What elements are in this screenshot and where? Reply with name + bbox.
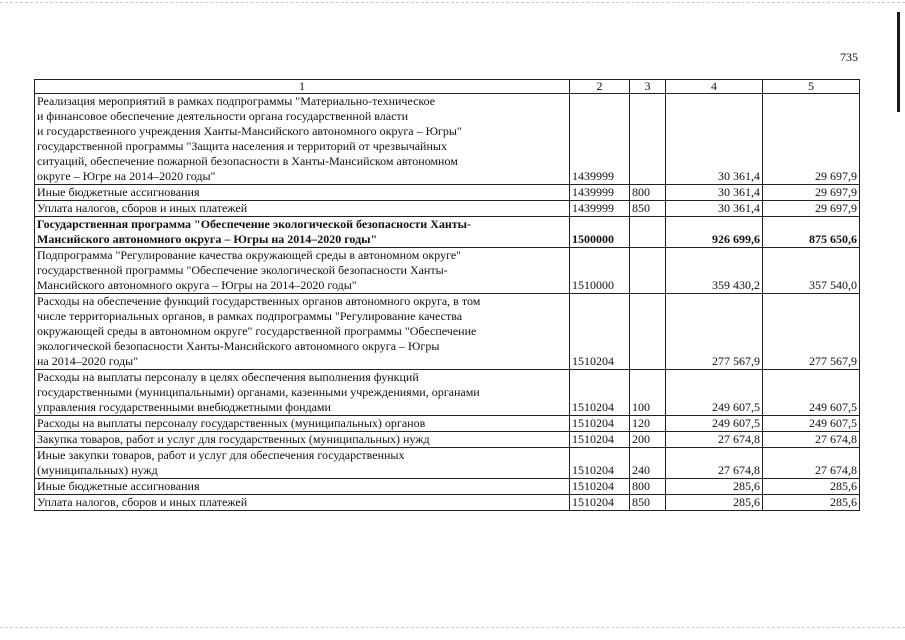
cell-name: Иные бюджетные ассигнования: [35, 479, 570, 495]
cell-sum-2: 29 697,9: [763, 94, 860, 185]
cell-code: 1510204: [570, 294, 630, 370]
cell-expense-type: 100: [630, 370, 666, 416]
table-row: [35, 217, 860, 248]
cell-expense-type: [630, 94, 666, 185]
table-row: [35, 370, 860, 416]
cell-sum-1: 30 361,4: [666, 94, 763, 185]
cell-sum-2: 285,6: [763, 495, 860, 511]
table-row: [35, 416, 860, 432]
table-header: [35, 80, 860, 94]
cell-expense-type: [630, 217, 666, 248]
cell-code: 1510204: [570, 416, 630, 432]
cell-expense-type: 200: [630, 432, 666, 448]
cell-name: Расходы на обеспечение функций государственных органов автономного округа, в том числе территориальных органов, в рамках подпрограммы "Регулирование качества окружающей среды в автономном округе" государственной программы "Обеспечение экологической безопасности Ханты-Мансийского автономного округа – Югры на 2014–2020 годы": [35, 294, 570, 370]
cell-code: 1510204: [570, 479, 630, 495]
budget-table: [34, 79, 860, 511]
cell-sum-2: 875 650,6: [763, 217, 860, 248]
cell-code: 1439999: [570, 185, 630, 201]
cell-sum-2: 29 697,9: [763, 201, 860, 217]
header-col-code: 2: [570, 80, 630, 94]
cell-sum-1: 30 361,4: [666, 201, 763, 217]
table-body: [35, 94, 860, 511]
cell-code: 1510204: [570, 432, 630, 448]
cell-name: Реализация мероприятий в рамках подпрограммы "Материально-техническое и финансовое обеспечение деятельности органа государственной власти и государственного учреждения Ханты-Мансийского автономного округа – Югры" государственной программы "Защита населения и территорий от чрезвычайных ситуаций, обеспечение пожарной безопасности в Ханты-Мансийском автономном округе – Югре на 2014–2020 годы": [35, 94, 570, 185]
cell-sum-1: 27 674,8: [666, 448, 763, 479]
cell-code: 1510204: [570, 495, 630, 511]
cell-sum-1: 277 567,9: [666, 294, 763, 370]
header-col-sum-1: 4: [666, 80, 763, 94]
scan-border-top: [0, 2, 905, 3]
cell-expense-type: [630, 294, 666, 370]
cell-expense-type: 800: [630, 479, 666, 495]
cell-expense-type: 240: [630, 448, 666, 479]
cell-sum-2: 249 607,5: [763, 370, 860, 416]
header-col-expense-type: 3: [630, 80, 666, 94]
table-row: [35, 448, 860, 479]
page-number: 735: [840, 50, 858, 64]
cell-sum-1: 249 607,5: [666, 416, 763, 432]
cell-name: Иные бюджетные ассигнования: [35, 185, 570, 201]
cell-expense-type: 850: [630, 201, 666, 217]
cell-name: Подпрограмма "Регулирование качества окружающей среды в автономном округе" государственной программы "Обеспечение экологической безопасности Ханты- Мансийского автономного округа – Югры на 2014–2020 годы": [35, 248, 570, 294]
cell-name: Расходы на выплаты персоналу в целях обеспечения выполнения функций государственными (муниципальными) органами, казенными учреждениями, органами управления государственными внебюджетными фондами: [35, 370, 570, 416]
cell-sum-1: 249 607,5: [666, 370, 763, 416]
cell-name: Уплата налогов, сборов и иных платежей: [35, 201, 570, 217]
cell-code: 1500000: [570, 217, 630, 248]
cell-code: 1510204: [570, 448, 630, 479]
cell-name: Иные закупки товаров, работ и услуг для обеспечения государственных (муниципальных) нужд: [35, 448, 570, 479]
cell-sum-2: 27 674,8: [763, 448, 860, 479]
cell-expense-type: 120: [630, 416, 666, 432]
header-col-sum-2: 5: [763, 80, 860, 94]
cell-sum-2: 249 607,5: [763, 416, 860, 432]
cell-name: Уплата налогов, сборов и иных платежей: [35, 495, 570, 511]
table-row: [35, 201, 860, 217]
table-row: [35, 94, 860, 185]
cell-sum-2: 277 567,9: [763, 294, 860, 370]
cell-code: 1439999: [570, 94, 630, 185]
cell-name: Расходы на выплаты персоналу государственных (муниципальных) органов: [35, 416, 570, 432]
cell-code: 1439999: [570, 201, 630, 217]
cell-expense-type: [630, 248, 666, 294]
table-row: [35, 432, 860, 448]
cell-sum-2: 357 540,0: [763, 248, 860, 294]
cell-expense-type: 850: [630, 495, 666, 511]
header-col-name: 1: [35, 80, 570, 94]
cell-expense-type: 800: [630, 185, 666, 201]
cell-sum-2: 285,6: [763, 479, 860, 495]
table-row: [35, 495, 860, 511]
cell-sum-1: 285,6: [666, 479, 763, 495]
cell-sum-1: 30 361,4: [666, 185, 763, 201]
scan-border-bottom: [0, 627, 905, 628]
cell-code: 1510204: [570, 370, 630, 416]
table-row: [35, 294, 860, 370]
cell-sum-1: 27 674,8: [666, 432, 763, 448]
header-row: [35, 80, 860, 94]
cell-name: Закупка товаров, работ и услуг для государственных (муниципальных) нужд: [35, 432, 570, 448]
cell-sum-1: 359 430,2: [666, 248, 763, 294]
table-row: [35, 185, 860, 201]
cell-sum-2: 29 697,9: [763, 185, 860, 201]
cell-name: Государственная программа "Обеспечение экологической безопасности Ханты- Мансийского автономного округа – Югры на 2014–2020 годы": [35, 217, 570, 248]
cell-sum-2: 27 674,8: [763, 432, 860, 448]
cell-sum-1: 926 699,6: [666, 217, 763, 248]
table-row: [35, 248, 860, 294]
cell-code: 1510000: [570, 248, 630, 294]
cell-sum-1: 285,6: [666, 495, 763, 511]
table-row: [35, 479, 860, 495]
scan-edge-mark: [897, 12, 900, 112]
